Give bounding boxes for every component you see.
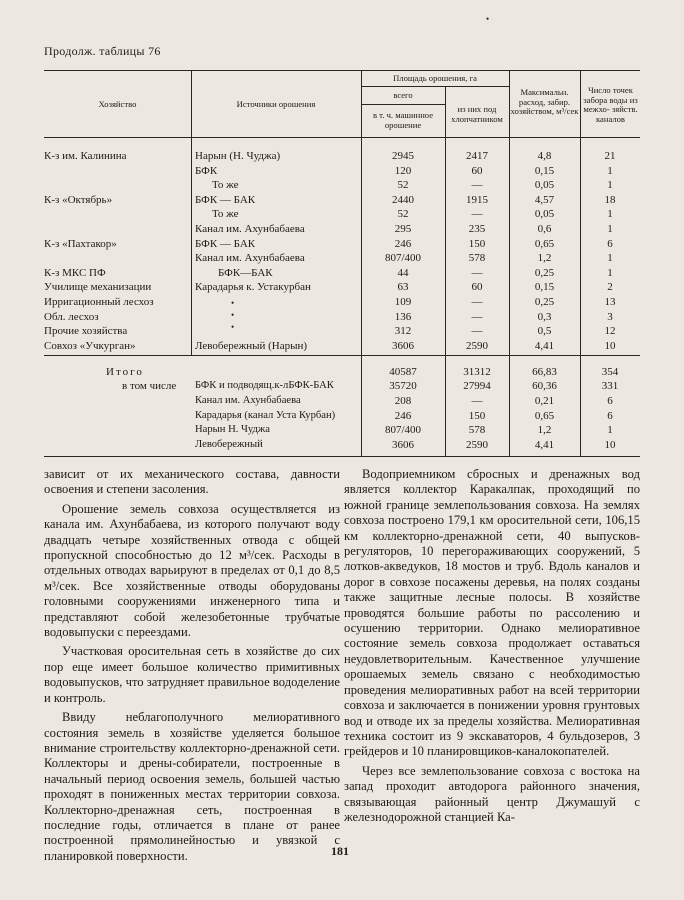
breakdown-source: Нарын Н. Чуджа [195,424,270,436]
header-total: всего [393,90,413,100]
row-max-flow: 4,8 [537,150,552,162]
header-maxflow: Максимальн. расход, забир. хозяйством, м³/сек [510,87,579,116]
row-area-cotton: 150 [468,237,486,250]
breakdown-intake-points: 6 [607,409,613,422]
header-bottom-rule [44,137,640,138]
left-text-column [44,467,340,868]
row-area-total: 63 [397,281,409,294]
header-sources: Источники орошения [236,99,316,109]
row-max-flow: 0,15 [534,164,555,177]
row-intake-points: 3 [607,310,613,323]
paragraph: зависит от их механического состава, давности освоения и степени засоления. [44,467,340,497]
paragraph: Участковая оросительная сеть в хозяйстве до сих пор еще имеет большое количество примитивных водовыпусков, что затрудняет правильное вододеление и контроль. [44,644,340,705]
row-area-cotton: 578 [468,252,486,265]
totals-cotton: 31312 [463,366,491,378]
row-area-cotton: 1915 [466,193,488,206]
row-area-total: 52 [397,179,409,192]
breakdown-source: Канал им. Ахунбабаева [195,394,301,406]
print-speck: • [231,298,235,308]
col-divider-1 [191,70,192,356]
totals-flow: 66,83 [532,366,557,378]
print-speck: • [231,310,235,320]
row-max-flow: 0,3 [537,310,552,323]
print-speck: • [486,14,490,24]
row-max-flow: 0,05 [534,179,555,192]
row-max-flow: 0,5 [537,325,552,338]
row-intake-points: 1 [607,179,613,192]
totals-points: 354 [601,366,619,378]
area-group-rule [361,86,509,87]
row-max-flow: 1,2 [537,252,552,265]
header-outlets: Число точек забора воды из межхо- зяйств. каналов [583,85,638,124]
row-area-cotton: 60 [471,164,483,177]
row-farm: К-з «Пахтакор» [44,237,117,250]
breakdown-area-total: 3606 [392,439,414,452]
row-area-cotton: — [471,179,483,192]
row-max-flow: 0,65 [534,237,555,250]
totals-area: 40587 [389,366,417,378]
row-area-total: 109 [394,296,412,308]
breakdown-max-flow: 0,65 [534,409,555,422]
row-area-cotton: — [471,310,483,323]
row-source: Левобережный (Нарын) [195,339,308,352]
print-speck: • [231,322,235,332]
row-source: БФК—БАК [218,266,273,279]
breakdown-source: Левобережный [195,439,263,451]
header-farm: Хозяйство [98,99,137,109]
row-farm: К-з МКС ПФ [44,266,106,279]
row-area-cotton: 60 [471,281,483,294]
row-intake-points: 1 [607,164,613,177]
row-intake-points: 21 [604,150,616,162]
row-max-flow: 0,25 [534,266,555,279]
row-source: Канал им. Ахунбабаева [195,223,305,235]
row-farm: Прочие хозяйства [44,325,128,338]
row-area-total: 2945 [392,150,414,162]
row-max-flow: 0,25 [534,296,555,308]
row-farm: Училище механизации [44,281,152,294]
row-area-total: 120 [394,164,412,177]
row-farm: К-з им. Калинина [44,150,127,162]
row-source: Нарын (Н. Чуджа) [195,150,281,162]
header-machine: в т. ч. машинное орошение [372,110,434,130]
table-caption: Продолж. таблицы 76 [44,44,161,58]
totals-top-rule [44,355,640,356]
row-max-flow: 4,57 [534,193,555,206]
breakdown-area-cotton: 2590 [466,439,488,452]
row-farm: К-з «Октябрь» [44,193,113,206]
row-area-total: 44 [397,266,409,279]
breakdown-max-flow: 0,21 [534,394,555,407]
row-area-cotton: 235 [468,223,486,235]
total-sub-rule [361,104,445,105]
row-area-total: 246 [394,237,412,250]
breakdown-intake-points: 1 [607,424,613,437]
incl-label: в том числе [122,380,177,392]
row-intake-points: 1 [607,266,613,279]
paragraph: Водоприемником сбросных и дренажных вод является коллектор Каракалпак, проходящий по южной границе землепользования совхоза. На землях совхоза построено 179,1 км оросительной сети, 106,15 км коллекторно-дренажной сети, 40 выпусков-регуляторов, 10 перегораживающих сооружений, 5 лотков-акведуков, 18 мостов и труб. Вдоль каналов и дорог в совхозе посажены деревья, на полях созданы также защитные лесные полосы. В хозяйстве проводятся большие работы по рассолению и осушению территории. Однако мелиоративное состояние земель совхоза продолжает оставаться неудовлетворительным. Качественное улучшение орошаемых земель связано с необходимостью проведения мелиоративных работ на всей территории совхоза и заключается в понижении уровня грунтовых вод и отводе их за пределы хозяйства. Мелиоративная техника состоит из 9 экскаваторов, 4 бульдозеров, 3 грейдеров и 10 планировщиков-каналокопателей. [344,467,640,759]
table-top-rule [44,70,640,71]
row-area-cotton: 2590 [466,339,488,352]
row-farm: Ирригационный лесхоз [44,296,154,308]
row-farm: Совхоз «Учкурган» [44,339,136,352]
breakdown-intake-points: 6 [607,394,613,407]
row-intake-points: 10 [604,339,616,352]
breakdown-area-cotton: — [471,394,483,407]
row-area-cotton: 2417 [466,150,488,162]
header-cotton: из них под хлопчатником [451,104,503,124]
row-area-total: 312 [394,325,412,338]
row-source: БФК — БАК [195,193,256,206]
row-area-total: 3606 [392,339,414,352]
breakdown-max-flow: 1,2 [537,424,552,437]
row-area-total: 2440 [392,193,414,206]
row-area-cotton: — [471,266,483,279]
breakdown-area-total: 35720 [389,380,417,392]
row-intake-points: 1 [607,223,613,235]
row-source: Карадарья к. Устакурбан [195,281,311,294]
breakdown-max-flow: 60,36 [532,380,557,392]
row-max-flow: 0,15 [534,281,555,294]
breakdown-source: Карадарья (канал Уста Курбан) [195,409,336,421]
row-intake-points: 18 [604,193,616,206]
row-source: То же [212,208,239,221]
row-area-total: 295 [394,223,412,235]
row-area-total: 807/400 [384,252,422,265]
row-area-total: 52 [397,208,409,221]
totals-label: Итого [106,366,144,378]
right-text-column [344,467,640,829]
row-area-cotton: — [471,208,483,221]
row-intake-points: 6 [607,237,613,250]
breakdown-max-flow: 4,41 [534,439,555,452]
breakdown-area-total: 246 [394,409,412,422]
breakdown-intake-points: 331 [601,380,619,392]
row-max-flow: 0,05 [534,208,555,221]
row-intake-points: 2 [607,281,613,294]
row-farm: Обл. лесхоз [44,310,99,323]
row-source: Канал им. Ахунбабаева [195,252,305,265]
row-area-total: 136 [394,310,412,323]
row-source: То же [212,179,239,192]
breakdown-area-total: 208 [394,394,412,407]
row-max-flow: 4,41 [534,339,555,352]
row-source: БФК — БАК [195,237,256,250]
paragraph: Через все землепользование совхоза с востока на запад проходит автодорога районного значения, связывающая районный центр Джумашуй с железнодорожной станцией Ка- [344,763,640,824]
breakdown-area-total: 807/400 [384,424,422,437]
row-area-cotton: — [471,296,483,308]
breakdown-area-cotton: 578 [468,424,486,437]
row-intake-points: 12 [604,325,616,338]
row-intake-points: 1 [607,252,613,265]
paragraph: Орошение земель совхоза осуществляется из канала им. Ахунбабаева, из которого получают воду двадцать четыре хозяйственных отвода с общей пропускной способностью до 12 м³/сек. Расходы в отдельных отводах варьируют в пределах от 0,1 до 8,5 м³/сек. Все хозяйственные отводы оборудованы головными сооружениями инженерного типа и представляют собой железобетонные трубчатые водовыпуски с переездами. [44,501,340,640]
breakdown-source: БФК и подводящ.к-лБФК-БАК [195,380,334,391]
row-max-flow: 0,6 [537,223,552,235]
row-intake-points: 1 [607,208,613,221]
row-intake-points: 13 [604,296,616,308]
table-bottom-rule [44,456,640,457]
row-source: БФК [195,164,218,177]
breakdown-intake-points: 10 [604,439,616,452]
header-area-group: Площадь орошения, га [393,73,477,83]
page-number: 181 [331,844,349,858]
breakdown-area-cotton: 27994 [463,380,491,392]
row-area-cotton: — [471,325,483,338]
paragraph: Ввиду неблагополучного мелиоративного состояния земель в хозяйстве уделяется большое внимание строительству коллекторно-дренажной сети. Коллекторы и дрены-собиратели, построенные в начальный период освоения земель, большей частью проходят в пониженных местах территории совхоза. Коллекторно-дренажная сеть, построенная в последние годы, отличается в плане от ранее построенной прямолинейностью и увязкой с планировкой поверхности. [44,710,340,863]
breakdown-area-cotton: 150 [468,409,486,422]
